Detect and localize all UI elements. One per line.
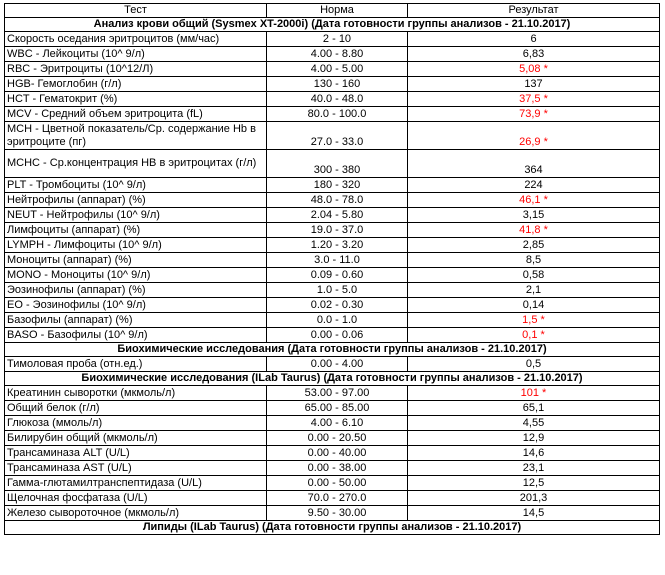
result-value-cell: 137 [408, 77, 660, 92]
test-name-cell: Трансаминаза ALT (U/L) [5, 446, 267, 461]
reference-range-cell: 2.04 - 5.80 [267, 208, 408, 223]
result-value-cell: 41,8 * [408, 223, 660, 238]
reference-range-cell: 4.00 - 6.10 [267, 416, 408, 431]
result-value-cell: 3,15 [408, 208, 660, 223]
result-value-cell: 224 [408, 178, 660, 193]
test-name-cell: Нейтрофилы (аппарат) (%) [5, 193, 267, 208]
test-name-cell: Креатинин сыворотки (мкмоль/л) [5, 386, 267, 401]
reference-range-cell: 27.0 - 33.0 [267, 122, 408, 150]
table-row [5, 328, 660, 343]
result-value-cell: 12,5 [408, 476, 660, 491]
test-name-cell: Общий белок (г/л) [5, 401, 267, 416]
result-value-cell: 6 [408, 32, 660, 47]
results-body [5, 4, 660, 535]
result-value-cell: 0,1 * [408, 328, 660, 343]
table-row [5, 223, 660, 238]
reference-range-cell: 48.0 - 78.0 [267, 193, 408, 208]
section-title-date: (Дата готовности группы анализов - 21.10.2017) [311, 18, 571, 30]
table-row [5, 357, 660, 372]
result-value-cell: 73,9 * [408, 107, 660, 122]
section-title [5, 18, 660, 32]
reference-range-cell: 4.00 - 8.80 [267, 47, 408, 62]
test-name-cell: RBC - Эритроциты (10^12/Л) [5, 62, 267, 77]
section-title-date: (Дата готовности группы анализов - 21.10.2017) [323, 372, 583, 384]
test-name-cell: Эозинофилы (аппарат) (%) [5, 283, 267, 298]
test-name-cell: MCH - Цветной показатель/Ср. содержание Hb в эритроците (пг) [5, 122, 267, 150]
section-header-row [5, 18, 660, 32]
table-row [5, 208, 660, 223]
test-name-cell: WBC - Лейкоциты (10^ 9/л) [5, 47, 267, 62]
table-row [5, 476, 660, 491]
test-name-cell: HCT - Гематокрит (%) [5, 92, 267, 107]
reference-range-cell: 0.00 - 50.00 [267, 476, 408, 491]
test-name-cell: Гамма-глютамилтранспептидаза (U/L) [5, 476, 267, 491]
result-value-cell: 8,5 [408, 253, 660, 268]
reference-range-cell: 40.0 - 48.0 [267, 92, 408, 107]
test-name-cell: Моноциты (аппарат) (%) [5, 253, 267, 268]
table-row [5, 268, 660, 283]
result-value-cell: 4,55 [408, 416, 660, 431]
reference-range-cell: 0.00 - 0.06 [267, 328, 408, 343]
table-row [5, 461, 660, 476]
table-row [5, 92, 660, 107]
table-row [5, 122, 660, 150]
reference-range-cell: 0.00 - 20.50 [267, 431, 408, 446]
reference-range-cell: 300 - 380 [267, 150, 408, 178]
reference-range-cell: 180 - 320 [267, 178, 408, 193]
reference-range-cell: 80.0 - 100.0 [267, 107, 408, 122]
test-name-cell: Трансаминаза AST (U/L) [5, 461, 267, 476]
table-row [5, 431, 660, 446]
result-value-cell: 26,9 * [408, 122, 660, 150]
reference-range-cell: 0.00 - 40.00 [267, 446, 408, 461]
section-title [5, 343, 660, 357]
result-value-cell: 12,9 [408, 431, 660, 446]
test-name-cell: Щелочная фосфатаза (U/L) [5, 491, 267, 506]
result-value-cell: 65,1 [408, 401, 660, 416]
reference-range-cell: 2 - 10 [267, 32, 408, 47]
section-title-main: Биохимические исследования (ILab Taurus) [81, 372, 321, 384]
table-row [5, 283, 660, 298]
table-row [5, 150, 660, 178]
result-value-cell: 0,14 [408, 298, 660, 313]
reference-range-cell: 53.00 - 97.00 [267, 386, 408, 401]
table-row [5, 107, 660, 122]
result-value-cell: 5,08 * [408, 62, 660, 77]
table-row [5, 313, 660, 328]
header-test: Тест [5, 4, 267, 18]
table-row [5, 253, 660, 268]
result-value-cell: 37,5 * [408, 92, 660, 107]
header-result: Результат [408, 4, 660, 18]
test-name-cell: Глюкоза (ммоль/л) [5, 416, 267, 431]
test-name-cell: MCV - Средний объем эритроцита (fL) [5, 107, 267, 122]
section-title-date: (Дата готовности группы анализов - 21.10.2017) [262, 521, 522, 533]
test-name-cell: HGB- Гемоглобин (г/л) [5, 77, 267, 92]
test-name-cell: BASO - Базофилы (10^ 9/л) [5, 328, 267, 343]
reference-range-cell: 0.0 - 1.0 [267, 313, 408, 328]
reference-range-cell: 0.09 - 0.60 [267, 268, 408, 283]
section-title-date: (Дата готовности группы анализов - 21.10.2017) [287, 343, 547, 355]
test-name-cell: MCHC - Ср.концентрация HB в эритроцитах (г/л) [5, 150, 267, 178]
reference-range-cell: 0.00 - 4.00 [267, 357, 408, 372]
result-value-cell: 364 [408, 150, 660, 178]
result-value-cell: 23,1 [408, 461, 660, 476]
table-row [5, 62, 660, 77]
header-norm: Норма [267, 4, 408, 18]
section-title-main: Анализ крови общий (Sysmex XT-2000i) [93, 18, 309, 30]
test-name-cell: Железо сывороточное (мкмоль/л) [5, 506, 267, 521]
result-value-cell: 201,3 [408, 491, 660, 506]
lab-results-table [4, 3, 660, 535]
table-row [5, 238, 660, 253]
table-row [5, 416, 660, 431]
result-value-cell: 2,85 [408, 238, 660, 253]
table-row [5, 47, 660, 62]
table-row [5, 506, 660, 521]
test-name-cell: Билирубин общий (мкмоль/л) [5, 431, 267, 446]
reference-range-cell: 0.00 - 38.00 [267, 461, 408, 476]
result-value-cell: 14,5 [408, 506, 660, 521]
section-title-main: Липиды (ILab Taurus) [142, 521, 259, 533]
reference-range-cell: 130 - 160 [267, 77, 408, 92]
header-row [5, 4, 660, 18]
table-row [5, 491, 660, 506]
table-row [5, 401, 660, 416]
reference-range-cell: 4.00 - 5.00 [267, 62, 408, 77]
reference-range-cell: 65.00 - 85.00 [267, 401, 408, 416]
result-value-cell: 2,1 [408, 283, 660, 298]
result-value-cell: 0,58 [408, 268, 660, 283]
result-value-cell: 14,6 [408, 446, 660, 461]
reference-range-cell: 3.0 - 11.0 [267, 253, 408, 268]
section-header-row [5, 372, 660, 386]
test-name-cell: EO - Эозинофилы (10^ 9/л) [5, 298, 267, 313]
test-name-cell: Базофилы (аппарат) (%) [5, 313, 267, 328]
section-title-main: Биохимические исследования [117, 343, 285, 355]
reference-range-cell: 1.0 - 5.0 [267, 283, 408, 298]
section-title [5, 521, 660, 535]
reference-range-cell: 19.0 - 37.0 [267, 223, 408, 238]
section-title [5, 372, 660, 386]
test-name-cell: Тимоловая проба (отн.ед.) [5, 357, 267, 372]
test-name-cell: LYMPH - Лимфоциты (10^ 9/л) [5, 238, 267, 253]
table-row [5, 32, 660, 47]
table-row [5, 178, 660, 193]
result-value-cell: 101 * [408, 386, 660, 401]
table-row [5, 193, 660, 208]
reference-range-cell: 1.20 - 3.20 [267, 238, 408, 253]
test-name-cell: Лимфоциты (аппарат) (%) [5, 223, 267, 238]
result-value-cell: 1,5 * [408, 313, 660, 328]
table-row [5, 77, 660, 92]
test-name-cell: Скорость оседания эритроцитов (мм/час) [5, 32, 267, 47]
reference-range-cell: 70.0 - 270.0 [267, 491, 408, 506]
result-value-cell: 0,5 [408, 357, 660, 372]
table-row [5, 298, 660, 313]
result-value-cell: 46,1 * [408, 193, 660, 208]
section-header-row [5, 343, 660, 357]
reference-range-cell: 0.02 - 0.30 [267, 298, 408, 313]
test-name-cell: PLT - Тромбоциты (10^ 9/л) [5, 178, 267, 193]
test-name-cell: NEUT - Нейтрофилы (10^ 9/л) [5, 208, 267, 223]
table-row [5, 446, 660, 461]
test-name-cell: MONO - Моноциты (10^ 9/л) [5, 268, 267, 283]
reference-range-cell: 9.50 - 30.00 [267, 506, 408, 521]
result-value-cell: 6,83 [408, 47, 660, 62]
section-header-row [5, 521, 660, 535]
table-row [5, 386, 660, 401]
